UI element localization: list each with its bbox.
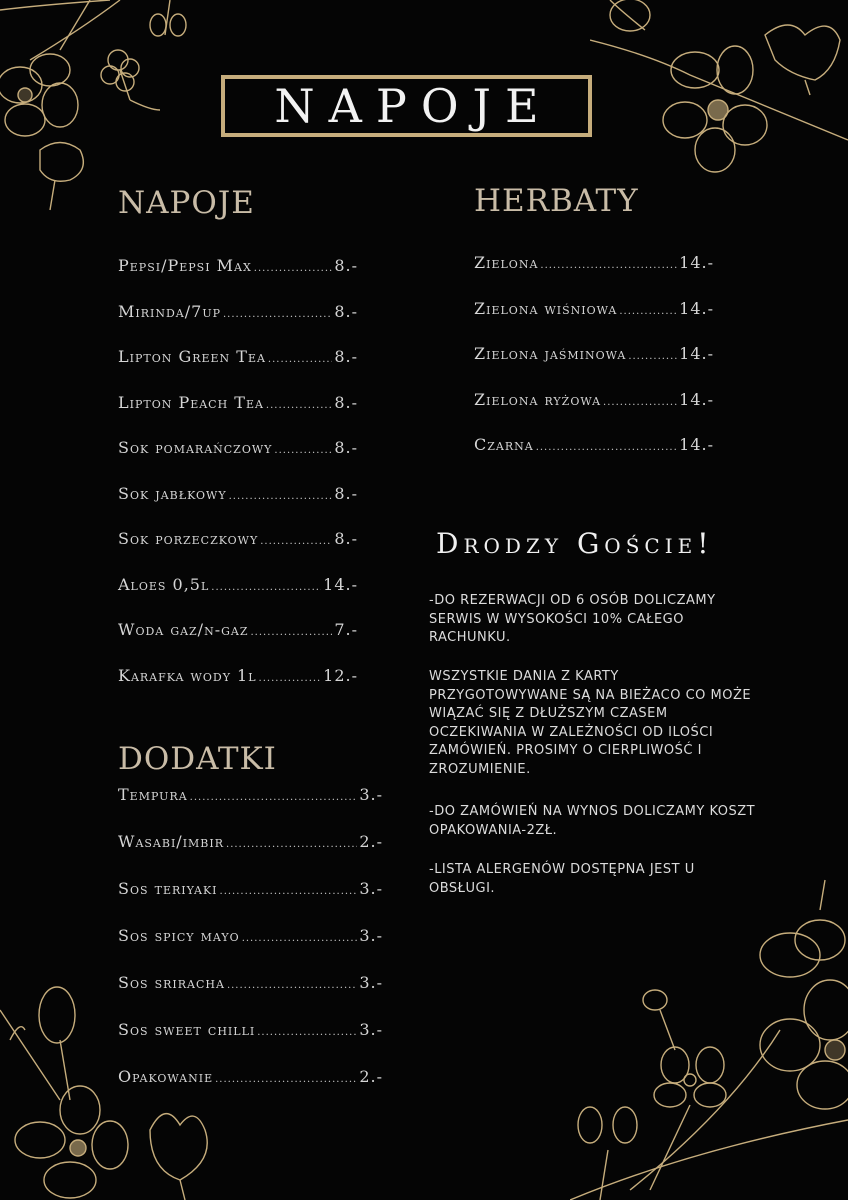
menu-item [474, 344, 714, 363]
menu-item [474, 253, 714, 272]
dot-leader [259, 673, 322, 684]
menu-item-name: Lipton Green Tea [118, 347, 266, 366]
menu-item [118, 256, 358, 275]
menu-item-price: 3.- [359, 973, 383, 992]
dot-leader [268, 354, 332, 365]
dot-leader [190, 792, 358, 803]
dot-leader [227, 980, 357, 991]
section-title-dodatki: DODATKI [118, 741, 277, 777]
menu-item-name: Wasabi/imbir [118, 832, 225, 851]
menu-item-price: 14.- [679, 389, 714, 409]
menu-item [118, 393, 358, 412]
menu-item [118, 879, 383, 898]
menu-item-price: 14.- [679, 253, 714, 272]
dot-leader [242, 933, 358, 944]
menu-item-name: Czarna [474, 435, 534, 454]
dot-leader [257, 1027, 357, 1038]
menu-item [118, 1067, 383, 1086]
menu-item [118, 575, 358, 594]
dot-leader [229, 491, 333, 502]
menu-item-price: 8.- [334, 301, 358, 321]
dot-leader [250, 627, 332, 638]
menu-item [118, 832, 383, 851]
flower-icon [760, 980, 848, 1109]
menu-item-price: 8.- [334, 347, 358, 366]
menu-item-price: 14.- [679, 298, 714, 318]
menu-item [474, 435, 714, 454]
dot-leader [628, 351, 677, 362]
menu-item [474, 299, 714, 318]
notice-title: Drodzy Goście! [436, 527, 714, 560]
menu-item-name: Zielona wiśniowa [474, 298, 618, 318]
floral-decoration-top-right [590, 0, 848, 180]
menu-item [118, 347, 358, 366]
menu-item-name: Lipton Peach Tea [118, 392, 264, 412]
page-title-frame [221, 75, 592, 137]
menu-item-name: Tempura [118, 785, 188, 804]
menu-item-price: 3.- [359, 785, 383, 804]
flower-icon [765, 25, 840, 95]
menu-item [118, 785, 383, 804]
floral-decoration-bottom-right [570, 870, 848, 1200]
menu-item-price: 3.- [359, 879, 383, 898]
menu-item [118, 620, 358, 639]
dot-leader [211, 582, 321, 593]
menu-item-price: 8.- [334, 483, 358, 503]
menu-item-price: 14.- [323, 574, 358, 594]
menu-item-name: Woda gaz/n-gaz [118, 620, 249, 639]
dot-leader [619, 306, 677, 317]
menu-item-price: 8.- [334, 256, 358, 275]
dot-leader [266, 400, 332, 411]
menu-item-name: Zielona [474, 253, 539, 272]
section-title-herbaty: HERBATY [474, 183, 639, 219]
page-title: NAPOJE [274, 79, 553, 133]
section-title-napoje: NAPOJE [118, 185, 255, 221]
dot-leader [540, 260, 677, 271]
menu-item-name: Sos teriyaki [118, 879, 218, 898]
menu-item-price: 3.- [359, 926, 383, 945]
menu-item-name: Karafka wody 1l [118, 665, 257, 685]
dot-leader [220, 886, 358, 897]
menu-item-name: Sos sriracha [118, 973, 225, 992]
menu-item-name: Opakowanie [118, 1067, 214, 1086]
menu-item-price: 8.- [334, 438, 358, 457]
notice-paragraph: -DO REZERWACJI OD 6 OSÓB DOLICZAMY SERWIS W WYSOKOŚCI 10% CAŁEGO RACHUNKU. [429, 593, 716, 645]
dot-leader [223, 309, 332, 320]
notice-paragraph: -DO ZAMÓWIEŃ NA WYNOS DOLICZAMY KOSZT OPAKOWANIA-2ZŁ. [429, 804, 756, 838]
menu-item-name: Sos spicy mayo [118, 926, 240, 945]
menu-item-price: 14.- [679, 344, 714, 363]
flower-icon [760, 880, 845, 977]
menu-item-name: Mirinda/7up [118, 301, 221, 321]
dot-leader [274, 445, 332, 456]
menu-item-name: Zielona ryżowa [474, 389, 602, 409]
dot-leader [215, 1074, 357, 1085]
menu-item [118, 926, 383, 945]
menu-item-name: Sos sweet chilli [118, 1020, 256, 1039]
menu-item [118, 529, 358, 548]
menu-item [118, 484, 358, 503]
menu-item [118, 1020, 383, 1039]
menu-item [118, 302, 358, 321]
menu-item-price: 12.- [323, 665, 358, 685]
dot-leader [226, 839, 357, 850]
notice-paragraph: -LISTA ALERGENÓW DOSTĘPNA JEST U OBSŁUGI. [429, 862, 695, 896]
dot-leader [603, 397, 677, 408]
menu-item [118, 973, 383, 992]
flower-icon [0, 54, 78, 136]
menu-item-price: 7.- [334, 620, 358, 639]
menu-item-price: 2.- [359, 1067, 383, 1086]
menu-item-name: Sok pomarańczowy [118, 438, 273, 457]
flower-icon [150, 1114, 207, 1200]
flower-icon [101, 50, 160, 110]
menu-item-price: 8.- [334, 392, 358, 412]
dot-leader [536, 442, 677, 453]
menu-item [474, 390, 714, 409]
menu-item [118, 438, 358, 457]
menu-item-price: 3.- [359, 1020, 383, 1039]
menu-item-price: 14.- [679, 435, 714, 454]
flower-icon [663, 46, 767, 172]
dot-leader [260, 536, 332, 547]
menu-item-name: Pepsi/Pepsi Max [118, 256, 252, 275]
notice-paragraph: WSZYSTKIE DANIA Z KARTY PRZYGOTOWYWANE SĄ NA BIEŻACO CO MOŻE WIĄZAĆ SIĘ Z DŁUŻSZYM CZASEM OCZEKIWANIA W ZALEŻNOŚCI OD ILOŚCI ZAMÓWIEŃ. PROSIMY O CIERPLIWOŚĆ I ZROZUMIENIE. [429, 669, 752, 777]
menu-item [118, 666, 358, 685]
menu-item-name: Sok porzeczkowy [118, 529, 259, 548]
menu-item-name: Zielona jaśminowa [474, 344, 627, 363]
floral-decoration-bottom-left [0, 980, 260, 1200]
dot-leader [254, 263, 333, 274]
flower-icon [40, 143, 83, 211]
menu-item-price: 2.- [359, 832, 383, 851]
flower-icon [15, 1086, 128, 1198]
menu-item-name: Sok jabłkowy [118, 483, 227, 503]
menu-item-price: 8.- [334, 529, 358, 548]
menu-item-name: Aloes 0,5l [118, 574, 210, 594]
